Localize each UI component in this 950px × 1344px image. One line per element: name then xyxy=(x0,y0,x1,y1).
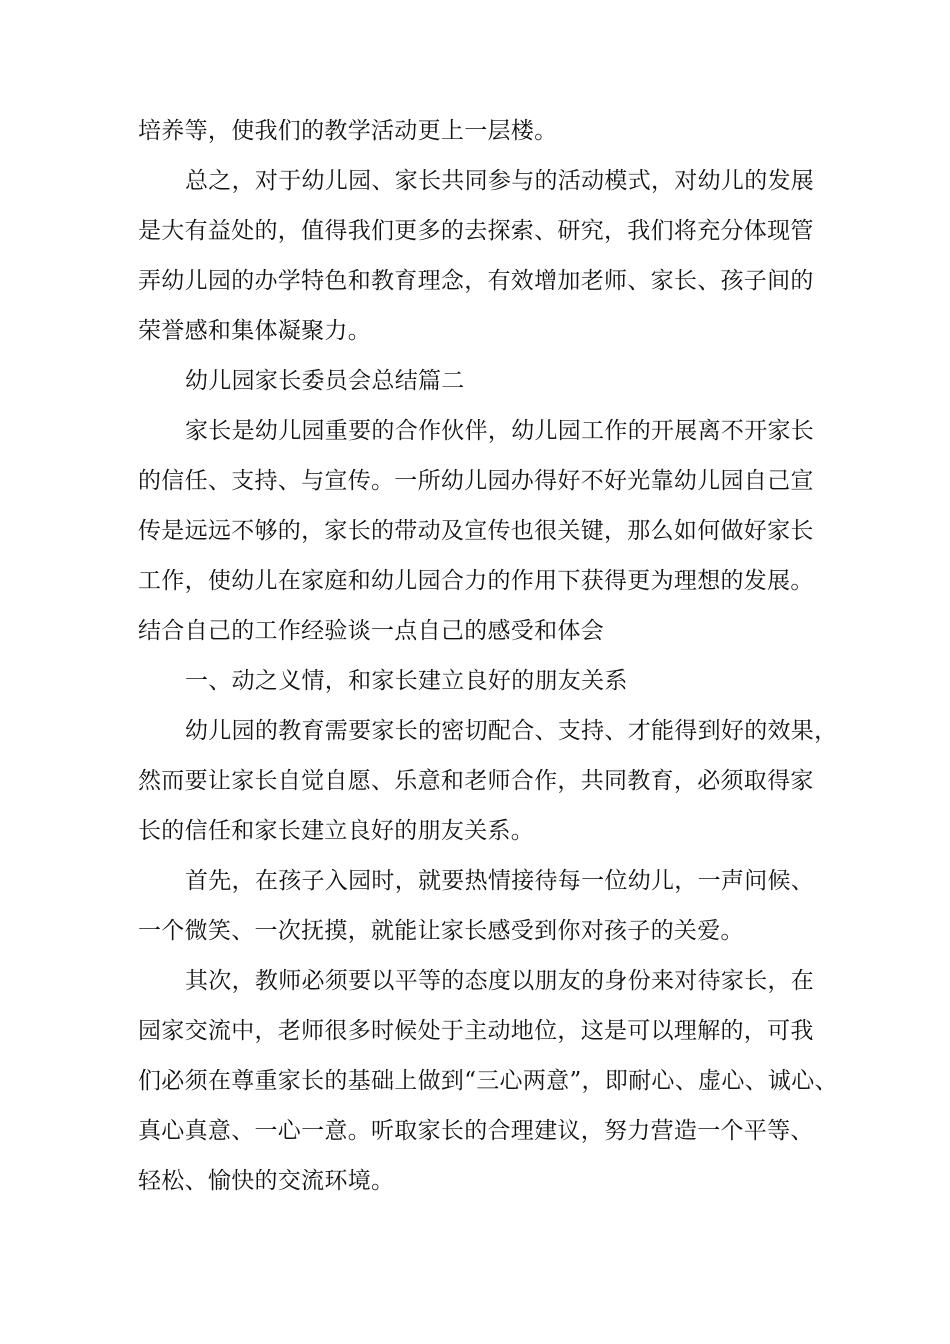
text-line: 总之，对于幼儿园、家长共同参与的活动模式，对幼儿的发展 xyxy=(185,168,815,194)
text-line: 幼儿园的教育需要家长的密切配合、支持、才能得到好的效果， xyxy=(185,718,838,744)
text-line: 的信任、支持、与宣传。一所幼儿园办得好不好光靠幼儿园自己宣 xyxy=(138,468,814,494)
text-line: 们必须在尊重家长的基础上做到“三心两意”，即耐心、虚心、诚心、 xyxy=(138,1068,838,1094)
text-line: 然而要让家长自觉自愿、乐意和老师合作，共同教育，必须取得家 xyxy=(138,768,814,794)
text-line: 荣誉感和集体凝聚力。 xyxy=(138,318,371,344)
text-line: 是大有益处的，值得我们更多的去探索、研究，我们将充分体现管 xyxy=(138,218,814,244)
text-line: 一个微笑、一次抚摸，就能让家长感受到你对孩子的关爱。 xyxy=(138,918,744,944)
text-line: 传是远远不够的，家长的带动及宣传也很关键，那么如何做好家长 xyxy=(138,518,814,544)
text-line: 结合自己的工作经验谈一点自己的感受和体会 xyxy=(138,618,604,644)
text-line: 家长是幼儿园重要的合作伙伴，幼儿园工作的开展离不开家长 xyxy=(185,418,815,444)
document-body xyxy=(138,106,838,1206)
text-line: 首先，在孩子入园时，就要热情接待每一位幼儿，一声问候、 xyxy=(185,868,815,894)
text-line: 工作，使幼儿在家庭和幼儿园合力的作用下获得更为理想的发展。 xyxy=(138,568,814,594)
text-line: 弄幼儿园的办学特色和教育理念，有效增加老师、家长、孩子间的 xyxy=(138,268,814,294)
text-line: 园家交流中，老师很多时候处于主动地位，这是可以理解的，可我 xyxy=(138,1018,814,1044)
text-line: 轻松、愉快的交流环境。 xyxy=(138,1168,395,1194)
text-line: 培养等，使我们的教学活动更上一层楼。 xyxy=(138,118,558,144)
text-line: 长的信任和家长建立良好的朋友关系。 xyxy=(138,818,535,844)
text-line: 其次，教师必须要以平等的态度以朋友的身份来对待家长，在 xyxy=(185,968,815,994)
text-line: 真心真意、一心一意。听取家长的合理建议，努力营造一个平等、 xyxy=(138,1118,814,1144)
section-heading: 幼儿园家长委员会总结篇二 xyxy=(185,368,465,394)
subsection-heading: 一、动之义情，和家长建立良好的朋友关系 xyxy=(185,668,628,694)
